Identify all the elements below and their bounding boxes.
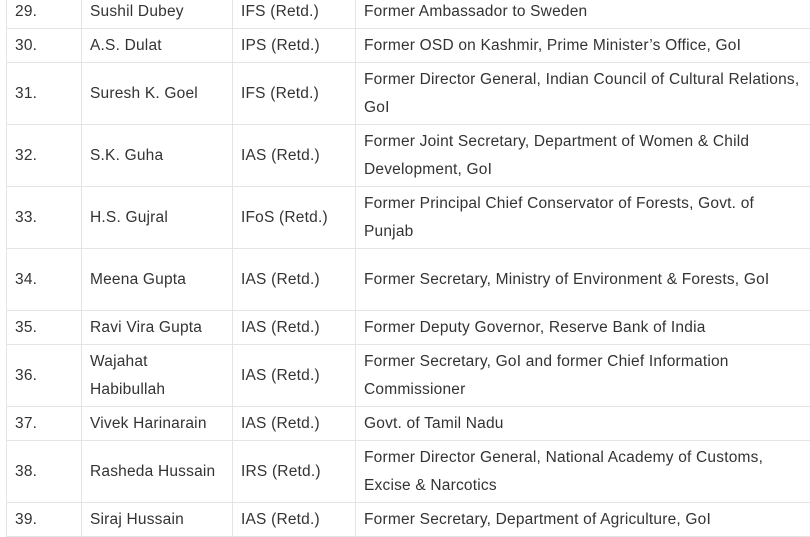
former-position: Former OSD on Kashmir, Prime Minister’s Office, GoI [356,29,810,63]
table-row [7,249,810,311]
table-row [7,63,810,125]
table-row [7,187,810,249]
table-row [7,345,810,407]
former-position: Former Secretary, Department of Agriculture, GoI [356,503,810,537]
serial-number: 33. [7,187,82,249]
former-position: Former Joint Secretary, Department of Women & Child Development, GoI [356,125,810,187]
former-position: Former Director General, Indian Council of Cultural Relations, GoI [356,63,810,125]
former-position: Former Principal Chief Conservator of Forests, Govt. of Punjab [356,187,810,249]
signatories-table-container [6,0,810,537]
service-cadre: IAS (Retd.) [233,249,356,311]
signatories-table [6,0,810,537]
serial-number: 32. [7,125,82,187]
former-position: Govt. of Tamil Nadu [356,407,810,441]
table-row [7,311,810,345]
signatory-name: Ravi Vira Gupta [82,311,233,345]
serial-number: 39. [7,503,82,537]
serial-number: 31. [7,63,82,125]
serial-number: 29. [7,0,82,29]
table-row [7,125,810,187]
signatory-name: Vivek Harinarain [82,407,233,441]
service-cadre: IPS (Retd.) [233,29,356,63]
table-row [7,29,810,63]
signatory-name: Suresh K. Goel [82,63,233,125]
serial-number: 35. [7,311,82,345]
service-cadre: IAS (Retd.) [233,345,356,407]
table-row [7,0,810,29]
signatory-name: S.K. Guha [82,125,233,187]
service-cadre: IAS (Retd.) [233,311,356,345]
service-cadre: IRS (Retd.) [233,441,356,503]
signatory-name: Meena Gupta [82,249,233,311]
former-position: Former Secretary, GoI and former Chief Information Commissioner [356,345,810,407]
serial-number: 36. [7,345,82,407]
signatory-name: Wajahat Habibullah [82,345,233,407]
former-position: Former Deputy Governor, Reserve Bank of India [356,311,810,345]
serial-number: 34. [7,249,82,311]
signatory-name: H.S. Gujral [82,187,233,249]
serial-number: 30. [7,29,82,63]
serial-number: 37. [7,407,82,441]
serial-number: 38. [7,441,82,503]
former-position: Former Secretary, Ministry of Environment & Forests, GoI [356,249,810,311]
service-cadre: IAS (Retd.) [233,125,356,187]
signatory-name: Sushil Dubey [82,0,233,29]
signatory-name: A.S. Dulat [82,29,233,63]
service-cadre: IFS (Retd.) [233,63,356,125]
service-cadre: IFoS (Retd.) [233,187,356,249]
former-position: Former Director General, National Academy of Customs, Excise & Narcotics [356,441,810,503]
service-cadre: IAS (Retd.) [233,503,356,537]
signatory-name: Siraj Hussain [82,503,233,537]
table-row [7,441,810,503]
former-position: Former Ambassador to Sweden [356,0,810,29]
table-row [7,503,810,537]
table-row [7,407,810,441]
service-cadre: IAS (Retd.) [233,407,356,441]
signatory-name: Rasheda Hussain [82,441,233,503]
service-cadre: IFS (Retd.) [233,0,356,29]
